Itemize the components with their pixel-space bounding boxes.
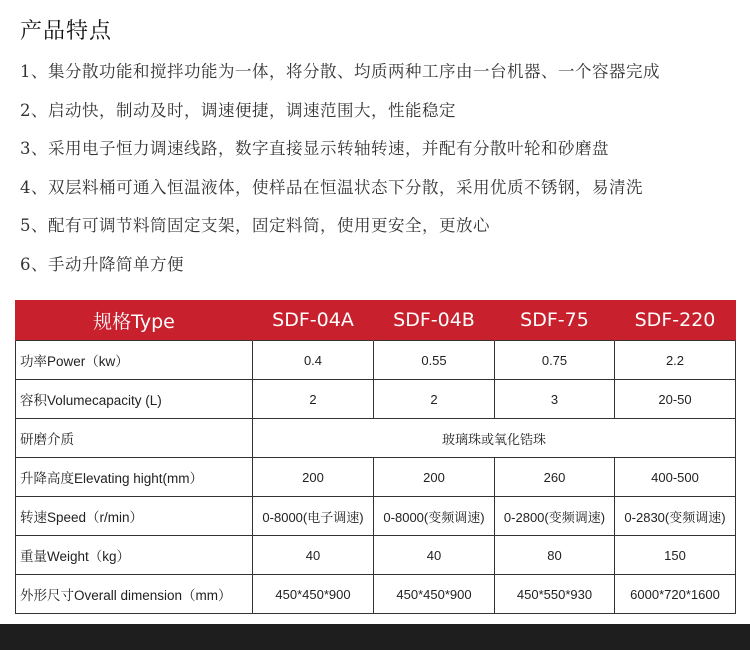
feature-item: 4、双层料桶可通入恒温液体，使样品在恒温状态下分散，采用优质不锈钢，易清洗 <box>20 177 643 197</box>
feature-item: 6、手动升降简单方便 <box>20 254 184 274</box>
table-cell: 0-8000(电子调速) <box>253 497 374 536</box>
feature-item: 2、启动快，制动及时，调速便捷，调速范围大，性能稳定 <box>20 100 456 120</box>
table-cell: 150 <box>615 536 736 575</box>
table-cell: 200 <box>253 458 374 497</box>
row-label: 升降高度Elevating hight(mm） <box>16 458 253 497</box>
table-row <box>16 458 736 497</box>
table-row <box>16 536 736 575</box>
feature-item: 1、集分散功能和搅拌功能为一体，将分散、均质两种工序由一台机器、一个容器完成 <box>20 62 660 81</box>
table-cell: 0.4 <box>253 341 374 380</box>
table-cell: 40 <box>253 536 374 575</box>
header-cell-type: 规格Type <box>16 300 253 341</box>
row-label: 重量Weight（kg） <box>16 536 253 575</box>
row-label: 外形尺寸Overall dimension（mm） <box>16 575 253 614</box>
table-row <box>16 419 736 458</box>
row-label: 研磨介质 <box>16 419 253 458</box>
table-cell: 20-50 <box>615 380 736 419</box>
table-cell: 2.2 <box>615 341 736 380</box>
table-cell: 0-2800(变频调速) <box>495 497 615 536</box>
table-cell: 200 <box>374 458 495 497</box>
table-cell: 260 <box>495 458 615 497</box>
feature-item: 5、配有可调节料筒固定支架，固定料筒，使用更安全，更放心 <box>20 216 490 235</box>
header-cell-model: SDF-75 <box>495 300 615 341</box>
header-cell-model: SDF-04B <box>374 300 495 341</box>
table-cell: 2 <box>253 380 374 419</box>
feature-list <box>20 58 660 289</box>
table-cell: 0.75 <box>495 341 615 380</box>
header-cell-model: SDF-220 <box>615 300 736 341</box>
table-header-row <box>16 300 736 341</box>
row-label: 转速Speed（r/min） <box>16 497 253 536</box>
table-cell: 0.55 <box>374 341 495 380</box>
table-cell: 3 <box>495 380 615 419</box>
table-cell: 2 <box>374 380 495 419</box>
table-row <box>16 497 736 536</box>
table-cell: 40 <box>374 536 495 575</box>
table-cell: 0-8000(变频调速) <box>374 497 495 536</box>
merged-cell: 玻璃珠或氧化锆珠 <box>253 419 736 458</box>
table-cell: 0-2830(变频调速) <box>615 497 736 536</box>
table-row <box>16 380 736 419</box>
table-cell: 6000*720*1600 <box>615 575 736 614</box>
header-cell-model: SDF-04A <box>253 300 374 341</box>
feature-item: 3、采用电子恒力调速线路，数字直接显示转轴转速，并配有分散叶轮和砂磨盘 <box>20 139 609 158</box>
table-cell: 400-500 <box>615 458 736 497</box>
table-cell: 450*450*900 <box>253 575 374 614</box>
table-cell: 450*550*930 <box>495 575 615 614</box>
row-label: 容积Volumecapacity (L) <box>16 380 253 419</box>
row-label: 功率Power（kw） <box>16 341 253 380</box>
section-title: 产品特点 <box>20 19 113 44</box>
table-row <box>16 341 736 380</box>
spec-table <box>15 300 736 614</box>
table-cell: 80 <box>495 536 615 575</box>
footer-bar <box>0 624 750 650</box>
table-cell: 450*450*900 <box>374 575 495 614</box>
table-row <box>16 575 736 614</box>
